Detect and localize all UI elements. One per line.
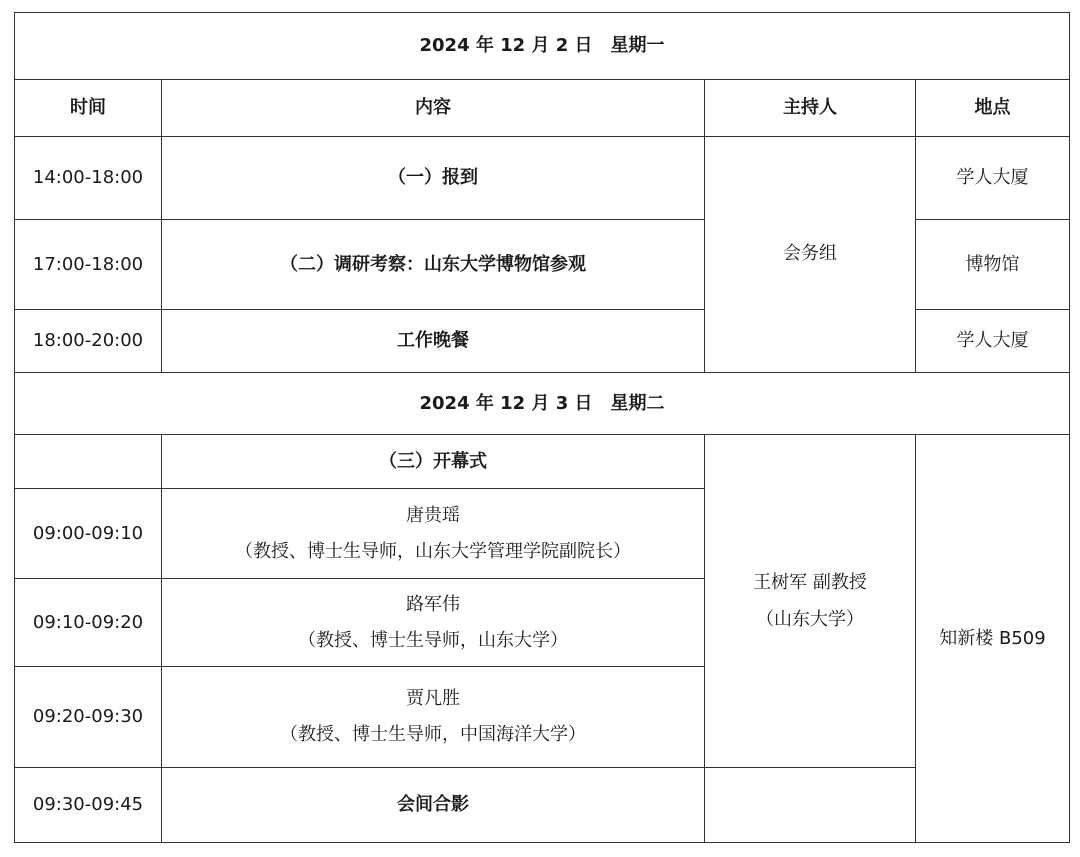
day2-title: 2024 年 12 月 3 日 星期二 bbox=[15, 373, 1070, 435]
row-content: 工作晚餐 bbox=[162, 310, 705, 373]
row-time: 09:10-09:20 bbox=[15, 579, 162, 667]
speaker-cell bbox=[162, 667, 705, 768]
header-location: 地点 bbox=[916, 80, 1070, 137]
empty-host-cell bbox=[705, 768, 916, 843]
speaker-name: 路军伟 bbox=[406, 593, 460, 615]
row-location: 学人大厦 bbox=[916, 310, 1070, 373]
day1-header-row bbox=[15, 13, 1070, 80]
header-time: 时间 bbox=[15, 80, 162, 137]
row-time: 09:00-09:10 bbox=[15, 489, 162, 579]
speaker-detail: （教授、博士生导师，山东大学管理学院副院长） bbox=[235, 540, 631, 562]
speaker-cell bbox=[162, 489, 705, 579]
row-location: 博物馆 bbox=[916, 220, 1070, 310]
day1-title: 2024 年 12 月 2 日 星期一 bbox=[15, 13, 1070, 80]
host-name: 王树军 副教授 bbox=[753, 572, 867, 593]
row-time: 14:00-18:00 bbox=[15, 137, 162, 220]
table-row bbox=[15, 137, 1070, 220]
speaker-name: 贾凡胜 bbox=[406, 688, 460, 709]
section-title: （三）开幕式 bbox=[162, 435, 705, 489]
row-content: 会间合影 bbox=[162, 768, 705, 843]
row-time: 17:00-18:00 bbox=[15, 220, 162, 310]
table-row bbox=[15, 768, 1070, 843]
speaker-name: 唐贵瑶 bbox=[406, 504, 460, 526]
day1-host: 会务组 bbox=[705, 137, 916, 373]
day2-host bbox=[705, 435, 916, 768]
row-time: 18:00-20:00 bbox=[15, 310, 162, 373]
row-content: （二）调研考察：山东大学博物馆参观 bbox=[162, 220, 705, 310]
row-location: 学人大厦 bbox=[916, 137, 1070, 220]
row-time: 09:20-09:30 bbox=[15, 667, 162, 768]
speaker-detail: （教授、博士生导师，山东大学） bbox=[298, 629, 568, 651]
host-affiliation: （山东大学） bbox=[756, 609, 864, 630]
schedule-table bbox=[14, 12, 1070, 843]
row-content: （一）报到 bbox=[162, 137, 705, 220]
header-content: 内容 bbox=[162, 80, 705, 137]
section-row bbox=[15, 435, 1070, 489]
speaker-detail: （教授、博士生导师，中国海洋大学） bbox=[280, 724, 586, 745]
empty-time-cell bbox=[15, 435, 162, 489]
day2-header-row bbox=[15, 373, 1070, 435]
column-header-row bbox=[15, 80, 1070, 137]
row-time: 09:30-09:45 bbox=[15, 768, 162, 843]
header-host: 主持人 bbox=[705, 80, 916, 137]
speaker-cell bbox=[162, 579, 705, 667]
day2-location: 知新楼 B509 bbox=[916, 435, 1070, 843]
